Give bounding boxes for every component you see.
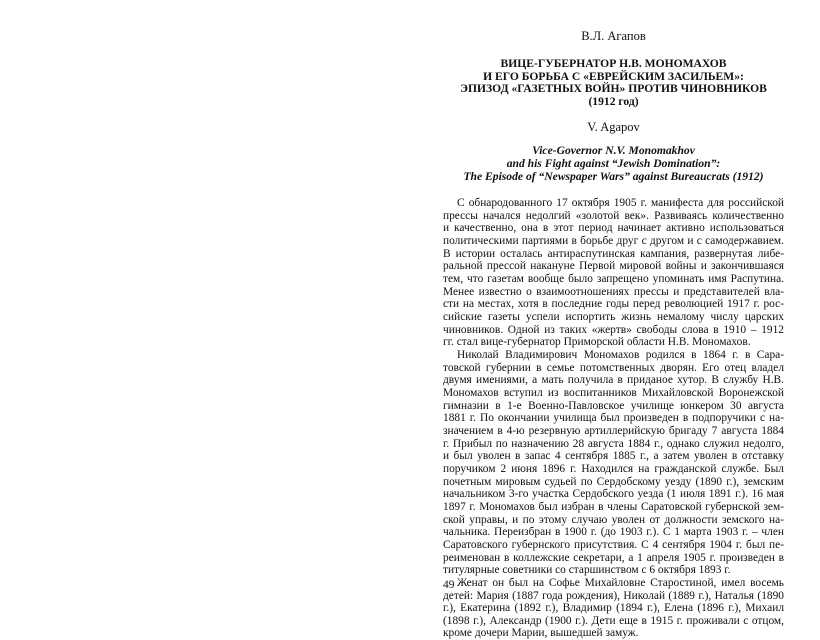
body-line: и был уволен в запас 4 сентября 1885 г., а затем уволен в отставку <box>443 450 784 463</box>
body-line: двумя имениями, а мать получила в приданое хутор. В службу Н.В. <box>443 374 784 387</box>
body-line: политическими партиями в борьбе друг с другом и с самодержавием. <box>443 235 784 248</box>
body-line: 1897 г. Мономахов был избран в члены Саратовской губернской зем- <box>443 500 784 513</box>
body-line: поручиком 2 июня 1896 г. Находился на гражданской службе. Был <box>443 462 784 475</box>
body-line: товской губернии в семье потомственных дворян. Его отец владел <box>443 361 784 374</box>
body-line: чиновников. Одной из таких «жертв» свободы слова в 1910 – 1912 <box>443 323 784 336</box>
body-line: Мономахов вступил из воспитанников Михайловской Воронежской <box>443 387 784 399</box>
author-ru: В.Л. Агапов <box>581 29 646 43</box>
body-line: сти на местах, хотя в последние годы перед революцией 1917 г. рос- <box>443 298 784 311</box>
body-line: реименован в коллежские секретари, а 1 апреля 1905 г. произведен в <box>443 551 784 564</box>
article-page <box>443 28 784 640</box>
title-ru-line: И ЕГО БОРЬБА С «ЕВРЕЙСКИМ ЗАСИЛЬЕМ»: <box>483 69 744 83</box>
body-line: гимназии в 1-е Военно-Павловское училище юнкером 30 августа <box>443 399 784 412</box>
body-line: ральной прессой накануне Первой мировой войны и закончившаяся <box>443 260 784 273</box>
body-line: сийские газеты успели испортить жизнь немалому числу царских <box>443 311 784 324</box>
article-title-ru <box>443 58 784 108</box>
body-line: Менее известно о взаимоотношениях прессы и представителей вла- <box>443 285 784 298</box>
article-body <box>443 197 784 640</box>
title-en-line: and his Fight against “Jewish Domination”: <box>506 156 721 170</box>
body-line: 1881 г. По окончании училища был произведен в подпоручики с на- <box>443 412 784 425</box>
body-line: значением в 4-ю резервную артиллерийскую бригаду 7 августа 1884 <box>443 424 784 437</box>
body-line: ской управы, и по этому случаю уволен от должности земского на- <box>443 513 784 526</box>
body-line: тем, что газетам вообще было запрещено упоминать имя Распутина. <box>443 273 784 286</box>
body-paragraph <box>443 577 784 640</box>
body-line: гг. стал вице-губернатор Приморской области Н.В. Мономахов. <box>443 336 751 349</box>
body-line: начальником 3-го участка Сердобского уезда (1 июля 1891 г.). 16 мая <box>443 488 784 501</box>
body-line: В истории осталась антираспутинская кампания, развернутая либе- <box>443 247 784 260</box>
body-line: Саратовского губернского присутствия. С 4 сентября 1904 г. был пе- <box>443 538 784 551</box>
title-en-line: The Episode of “Newspaper Wars” against Bureaucrats (1912) <box>463 169 764 183</box>
body-line: г. Прибыл по назначению 28 августа 1884 г., однако служил недолго, <box>443 437 784 450</box>
author-en: V. Agapov <box>587 120 640 135</box>
body-line: чальника. Переизбран в 1900 г. (до 1903 г.). С 1 марта 1903 г. – член <box>443 526 784 539</box>
title-ru-line: ЭПИЗОД «ГАЗЕТНЫХ ВОЙН» ПРОТИВ ЧИНОВНИКОВ <box>460 82 767 96</box>
body-line: кроме дочери Марии, вышедшей замуж. <box>443 627 639 640</box>
body-line: титулярные советники со старшинством с 6 октября 1893 г. <box>443 564 731 577</box>
body-line: детей: Мария (1887 года рождения), Николай (1889 г.), Наталья (1890 <box>443 589 784 602</box>
body-line: (1898 г.), Александр (1900 г.). Дети еще в 1915 г. проживали с отцом, <box>443 614 784 627</box>
body-line: Женат он был на Софье Михайловне Старостиной, имел восемь <box>457 576 784 589</box>
body-paragraph <box>443 197 784 349</box>
title-ru-line: ВИЦЕ-ГУБЕРНАТОР Н.В. МОНОМАХОВ <box>500 57 727 70</box>
body-line: почетным мировым судьей по Сердобскому уезду (1890 г.), земским <box>443 475 784 488</box>
article-title-en <box>443 145 784 183</box>
body-line: и качественно, она в этот период начинает активно использоваться <box>443 222 784 235</box>
page-number: 49 <box>443 579 455 591</box>
body-line: г.), Екатерина (1892 г.), Владимир (1894 г.), Елена (1896 г.), Михаил <box>443 602 784 615</box>
title-ru-line: (1912 год) <box>588 94 639 108</box>
body-paragraph <box>443 349 784 577</box>
body-line: Николай Владимирович Мономахов родился в 1864 г. в Сара- <box>457 349 784 362</box>
body-line: прессы начался недолгий «золотой век». Развиваясь количественно <box>443 209 784 222</box>
body-line: С обнародованного 17 октября 1905 г. манифеста для российской <box>457 197 784 210</box>
title-en-line: Vice-Governor N.V. Monomakhov <box>532 144 695 158</box>
